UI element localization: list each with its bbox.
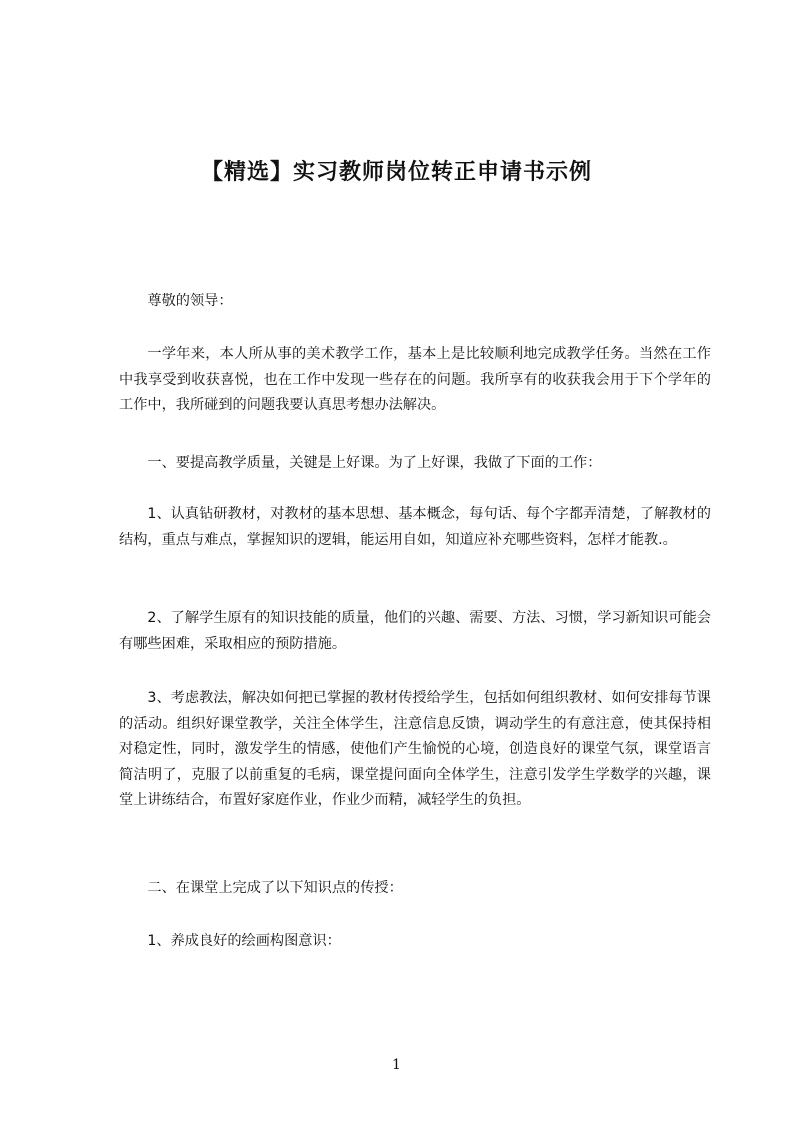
paragraph-intro: 一学年来，本人所从事的美术教学工作，基本上是比较顺利地完成教学任务。当然在工作中我享受到收获喜悦，也在工作中发现一些存在的问题。我所享有的收获我会用于下个学年的工作中，我所碰到的问题我要认真思考想办法解决。 [119,346,711,413]
document-title: 【精选】实习教师岗位转正申请书示例 [200,159,592,185]
section-heading-two: 二、在课堂上完成了以下知识点的传授： [147,880,403,896]
list-item-three: 3、考虑教法，解决如何把已掌握的教材传授给学生，包括如何组织教材、如何安排每节课的活动。组织好课堂教学，关注全体学生，注意信息反馈，调动学生的有意注意，使其保持相对稳定性，同时，激发学生的情感，使他们产生愉悦的心境，创造良好的课堂气氛，课堂语言简洁明了，克服了以前重复的毛病，课堂提问面向全体学生，注意引发学生学数学的兴趣，课堂上讲练结合，布置好家庭作业，作业少而精，减轻学生的负担。 [119,690,711,808]
page-number: 1 [392,1057,401,1073]
list-item-one: 1、认真钻研教材，对教材的基本思想、基本概念，每句话、每个字都弄清楚，了解教材的结构，重点与难点，掌握知识的逻辑，能运用自如，知道应补充哪些资料，怎样才能教.。 [119,506,711,548]
salutation: 尊敬的领导： [147,293,233,309]
section-heading-one: 一、要提高教学质量，关键是上好课。为了上好课，我做了下面的工作： [147,455,602,471]
list-item-drawing: 1、养成良好的绘画构图意识： [147,933,341,949]
list-item-two: 2、了解学生原有的知识技能的质量，他们的兴趣、需要、方法、习惯，学习新知识可能会有哪些困难，采取相应的预防措施。 [119,610,711,652]
